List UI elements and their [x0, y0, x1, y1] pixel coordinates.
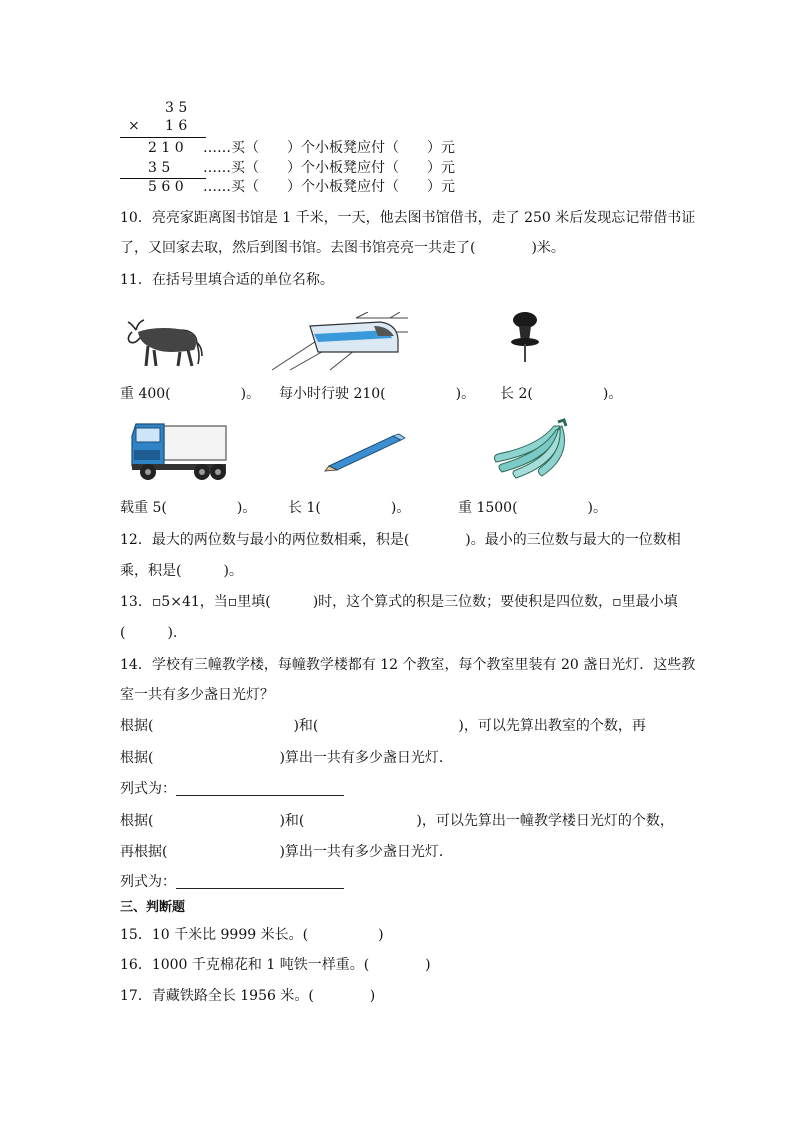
q11-pin-answer: 长 2( )。	[500, 386, 623, 402]
q13-line-1: 13．▫5×41，当▫里填( )时，这个算式的积是三位数；要使积是四位数，▫里最小填	[120, 594, 678, 610]
q14-formula-label: 列式为：	[120, 781, 176, 797]
q14-line-3: 根据( )和( )，可以先算出教室的个数，再	[120, 718, 646, 734]
train-image	[270, 312, 410, 372]
q12-line-1: 12．最大的两位数与最小的两位数相乘，积是( )。最小的三位数与最大的一位数相	[120, 532, 681, 548]
calc-rule-1	[120, 137, 206, 138]
pencil-image	[323, 432, 407, 472]
q10-line-2: 了，又回家去取，然后到图书馆。去图书馆亮亮一共走了( )米。	[120, 240, 565, 256]
calc-row-1: 3 5	[165, 100, 188, 116]
bananas-image	[488, 418, 570, 480]
calc-note-2: ……买（ ）个小板凳应付（ ）元	[203, 160, 455, 176]
q11-train-answer: 每小时行驶 210( )。	[279, 386, 476, 402]
q17: 17．青藏铁路全长 1956 米。( )	[120, 988, 376, 1004]
calc-note-1: ……买（ ）个小板凳应付（ ）元	[203, 140, 455, 156]
ox-image	[124, 312, 204, 368]
calc-row-5: 5 6 0	[148, 179, 184, 195]
calc-note-3: ……买（ ）个小板凳应付（ ）元	[203, 179, 455, 195]
calc-row-3: 2 1 0	[148, 140, 184, 156]
truck-image	[128, 420, 228, 482]
q14-formula2-blank	[176, 888, 344, 889]
section-3-title: 三、判断题	[120, 900, 186, 915]
q15: 15．10 千米比 9999 米长。( )	[120, 927, 384, 943]
q14-line-5: 根据( )和( )，可以先算出一幢教学楼日光灯的个数，	[120, 813, 674, 829]
q14-formula2-label: 列式为：	[120, 874, 176, 890]
q10-line-1: 10．亮亮家距离图书馆是 1 千米，一天，他去图书馆借书，走了 250 米后发现忘记带借书证	[120, 210, 696, 226]
q13-line-2: ( ).	[120, 625, 178, 641]
calc-times-sign: ×	[128, 118, 140, 134]
q11-ox-answer: 重 400( )。	[120, 386, 261, 402]
q14-line-1: 14．学校有三幢教学楼，每幢教学楼都有 12 个教室，每个教室里装有 20 盏日光灯．这些教	[120, 657, 696, 673]
q14-formula-blank	[176, 795, 344, 796]
q11-truck-answer: 载重 5( )。	[120, 500, 257, 516]
q16: 16．1000 千克棉花和 1 吨铁一样重。( )	[120, 957, 431, 973]
q12-line-2: 乘，积是( )。	[120, 563, 243, 579]
q14-line-4: 根据( )算出一共有多少盏日光灯．	[120, 750, 453, 766]
q14-line-6: 再根据( )算出一共有多少盏日光灯．	[120, 844, 453, 860]
q11-banana-answer: 重 1500( )。	[458, 500, 608, 516]
calc-row-2: 1 6	[165, 118, 188, 134]
pushpin-image	[505, 310, 545, 366]
q11-pencil-answer: 长 1( )。	[288, 500, 411, 516]
calc-row-4: 3 5	[148, 160, 171, 176]
q14-line-2: 室一共有多少盏日光灯？	[120, 687, 274, 703]
q11-title: 11．在括号里填合适的单位名称。	[120, 272, 334, 288]
